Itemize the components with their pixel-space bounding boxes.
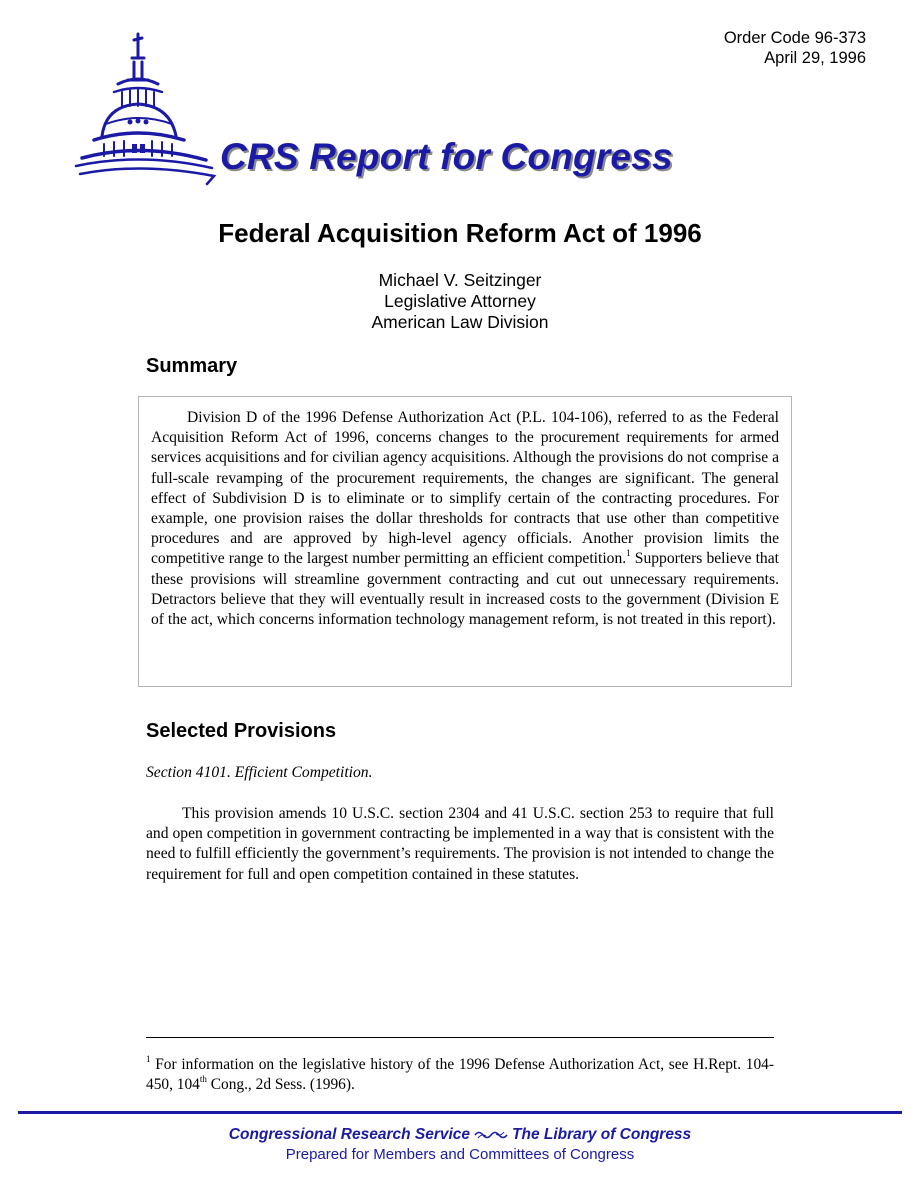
summary-text-continued: Supporters believe that these provisions will streamline government contracting and cut out unnecessary requirements. Detractors believe that they will eventually result in increased costs to the government (Division E of the act, which concerns information technology management reform, is not treated in this report).	[151, 550, 779, 629]
footnote-reference[interactable]: 1	[626, 548, 631, 559]
footer-loc: The Library of Congress	[512, 1126, 692, 1143]
footer-line2: Prepared for Members and Committees of Congress	[285, 1146, 635, 1163]
ornament-icon	[474, 1130, 508, 1140]
footnote-number: 1	[146, 1053, 151, 1064]
brand-title: CRS Report for Congress	[220, 136, 673, 177]
footer-line1	[0, 1126, 920, 1144]
order-info	[724, 28, 866, 68]
footnote-text: For information on the legislative history of the 1996 Defense Authorization Act, see H.Rept. 104-450, 104	[146, 1056, 774, 1093]
author-division: American Law Division	[371, 312, 549, 332]
author-name: Michael V. Seitzinger	[378, 270, 542, 290]
footer-divider	[18, 1111, 902, 1114]
footnote	[146, 1055, 774, 1095]
provisions-heading: Selected Provisions	[146, 720, 337, 742]
order-code: Order Code 96-373	[723, 29, 866, 47]
summary-heading: Summary	[146, 355, 238, 377]
report-date: April 29, 1996	[764, 49, 866, 67]
section-title: Section 4101. Efficient Competition.	[146, 764, 373, 781]
capitol-dome-icon	[72, 26, 217, 188]
footnote-superscript: th	[199, 1073, 207, 1084]
author-role: Legislative Attorney	[384, 291, 536, 311]
summary-box	[138, 396, 792, 687]
footer-crs: Congressional Research Service	[228, 1126, 471, 1143]
author-block	[0, 270, 920, 333]
footnote-text-end: Cong., 2d Sess. (1996).	[206, 1076, 355, 1093]
document-title: Federal Acquisition Reform Act of 1996	[218, 218, 702, 248]
summary-paragraph	[151, 408, 779, 630]
provision-paragraph: This provision amends 10 U.S.C. section 2304 and 41 U.S.C. section 253 to require that full and open competition in government contracting be implemented in a way that is consistent with the need to fulfill efficiently the government’s requirements. The provision is not intended to change the requirement for full and open competition contained in these statutes.	[146, 805, 774, 883]
footnote-divider	[146, 1037, 774, 1038]
summary-text: Division D of the 1996 Defense Authorization Act (P.L. 104-106), referred to as the Federal Acquisition Reform Act of 1996, concerns changes to the procurement requirements for armed services acquisitions and for civilian agency acquisitions. Although the provisions do not comprise a full-scale revamping of the procurement requirements, the changes are significant. The general effect of Subdivision D is to eliminate or to simplify certain of the contracting procedures. For example, one provision raises the dollar thresholds for contracts that use other than competitive procedures and are approved by high-level agency officials. Another provision limits the competitive range to the largest number permitting an efficient competition.	[151, 409, 779, 568]
